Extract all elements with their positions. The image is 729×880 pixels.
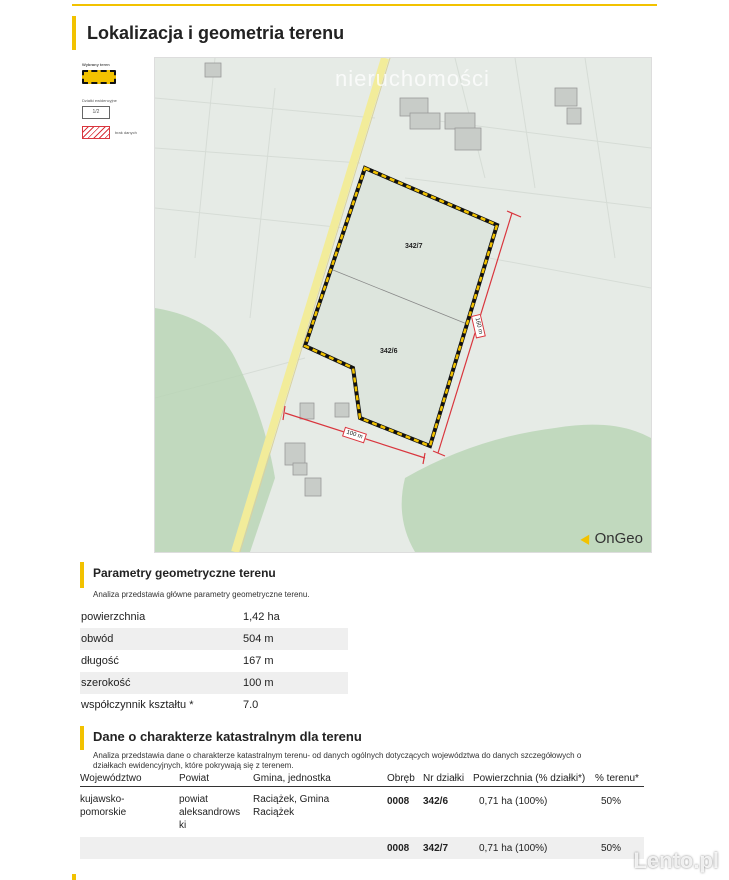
row2-parcel[interactable]: 342/7 bbox=[423, 843, 449, 854]
param-value: 7.0 bbox=[243, 699, 259, 711]
map-view[interactable] bbox=[154, 57, 652, 553]
param-value: 1,42 ha bbox=[243, 611, 280, 623]
voivodeship-line-2: pomorskie bbox=[80, 807, 127, 818]
map-watermark: nieruchomości bbox=[335, 66, 490, 91]
params-accent-bar bbox=[80, 562, 84, 588]
voivodeship-line-1: kujawsko- bbox=[80, 794, 125, 805]
row1-share: 50% bbox=[601, 796, 622, 807]
param-label: długość bbox=[81, 655, 119, 667]
cadastral-description-2: działkach ewidencyjnych, które pokrywają się z terenem. bbox=[93, 761, 294, 770]
parcel-label-342-6[interactable]: 342/6 bbox=[380, 348, 398, 355]
col-county: Powiat bbox=[179, 773, 210, 784]
header-accent-bar bbox=[72, 16, 76, 50]
page-title: Lokalizacja i geometria terenu bbox=[87, 23, 345, 43]
footer-accent-bar bbox=[72, 874, 76, 880]
map-brand bbox=[582, 530, 643, 547]
param-label: obwód bbox=[81, 633, 114, 645]
cadastral-description-1: Analiza przedstawia dane o charakterze katastralnym terenu- od danych ogólnych dotyczących województwa do danych szczegółowych o bbox=[93, 751, 582, 760]
county-line-2: aleksandrows bbox=[179, 807, 241, 818]
parcel-label-342-7[interactable]: 342/7 bbox=[405, 243, 423, 250]
param-value: 504 m bbox=[243, 633, 274, 645]
county-line-3: ki bbox=[179, 820, 187, 831]
cadastral-accent-bar bbox=[80, 726, 84, 750]
params-table bbox=[80, 606, 348, 716]
params-row bbox=[80, 628, 348, 650]
row1-area: 0,71 ha (100%) bbox=[479, 796, 548, 807]
row2-share: 50% bbox=[601, 843, 622, 854]
legend-parcel-sample: 1/2 bbox=[92, 109, 100, 115]
params-row bbox=[80, 672, 348, 694]
cadastral-title: Dane o charakterze katastralnym dla terenu bbox=[93, 729, 362, 744]
col-precinct: Obręb bbox=[387, 773, 415, 784]
params-row bbox=[80, 650, 348, 672]
param-label: szerokość bbox=[81, 677, 131, 689]
params-row bbox=[80, 694, 348, 716]
row2-background bbox=[80, 837, 644, 859]
map-legend bbox=[82, 62, 152, 139]
row1-precinct: 0008 bbox=[387, 796, 410, 807]
param-value: 100 m bbox=[243, 677, 274, 689]
col-area: Powierzchnia (% działki*) bbox=[473, 773, 586, 784]
params-description: Analiza przedstawia główne parametry geometryczne terenu. bbox=[93, 590, 310, 599]
cadastral-table-header bbox=[80, 770, 644, 787]
commune-line-1: Raciążek, Gmina bbox=[253, 794, 330, 805]
col-voivodeship: Województwo bbox=[80, 773, 142, 784]
param-value: 167 m bbox=[243, 655, 274, 667]
ongeo-logo-icon bbox=[580, 532, 593, 545]
legend-parcel-swatch bbox=[82, 106, 110, 119]
legend-selected-swatch bbox=[82, 70, 116, 84]
row2-precinct: 0008 bbox=[387, 843, 410, 854]
row1-parcel[interactable]: 342/6 bbox=[423, 796, 449, 807]
county-line-1: powiat bbox=[179, 794, 208, 805]
lento-watermark: Lento.pl bbox=[633, 848, 719, 873]
top-accent-line bbox=[72, 4, 657, 6]
params-title: Parametry geometryczne terenu bbox=[93, 566, 276, 580]
map-canvas bbox=[155, 58, 651, 552]
legend-nodata-swatch bbox=[82, 126, 110, 139]
param-label: współczynnik kształtu * bbox=[81, 699, 194, 711]
col-parcel-no: Nr działki bbox=[423, 773, 465, 784]
dimension-label-width: 100 m bbox=[342, 427, 367, 444]
params-row bbox=[80, 606, 348, 628]
col-share: % terenu* bbox=[595, 773, 639, 784]
param-label: powierzchnia bbox=[81, 611, 146, 623]
commune-line-2: Raciążek bbox=[253, 807, 295, 818]
dimension-label-length: 160 m bbox=[471, 314, 486, 338]
row2-area: 0,71 ha (100%) bbox=[479, 843, 548, 854]
col-commune: Gmina, jednostka bbox=[253, 773, 331, 784]
legend-selected-label: Wybrany teren bbox=[82, 62, 110, 67]
map-brand-label: OnGeo bbox=[594, 530, 643, 547]
legend-nodata-label: brak danych bbox=[115, 130, 137, 135]
legend-parcels-label: Działki ewidencyjne bbox=[82, 98, 117, 103]
